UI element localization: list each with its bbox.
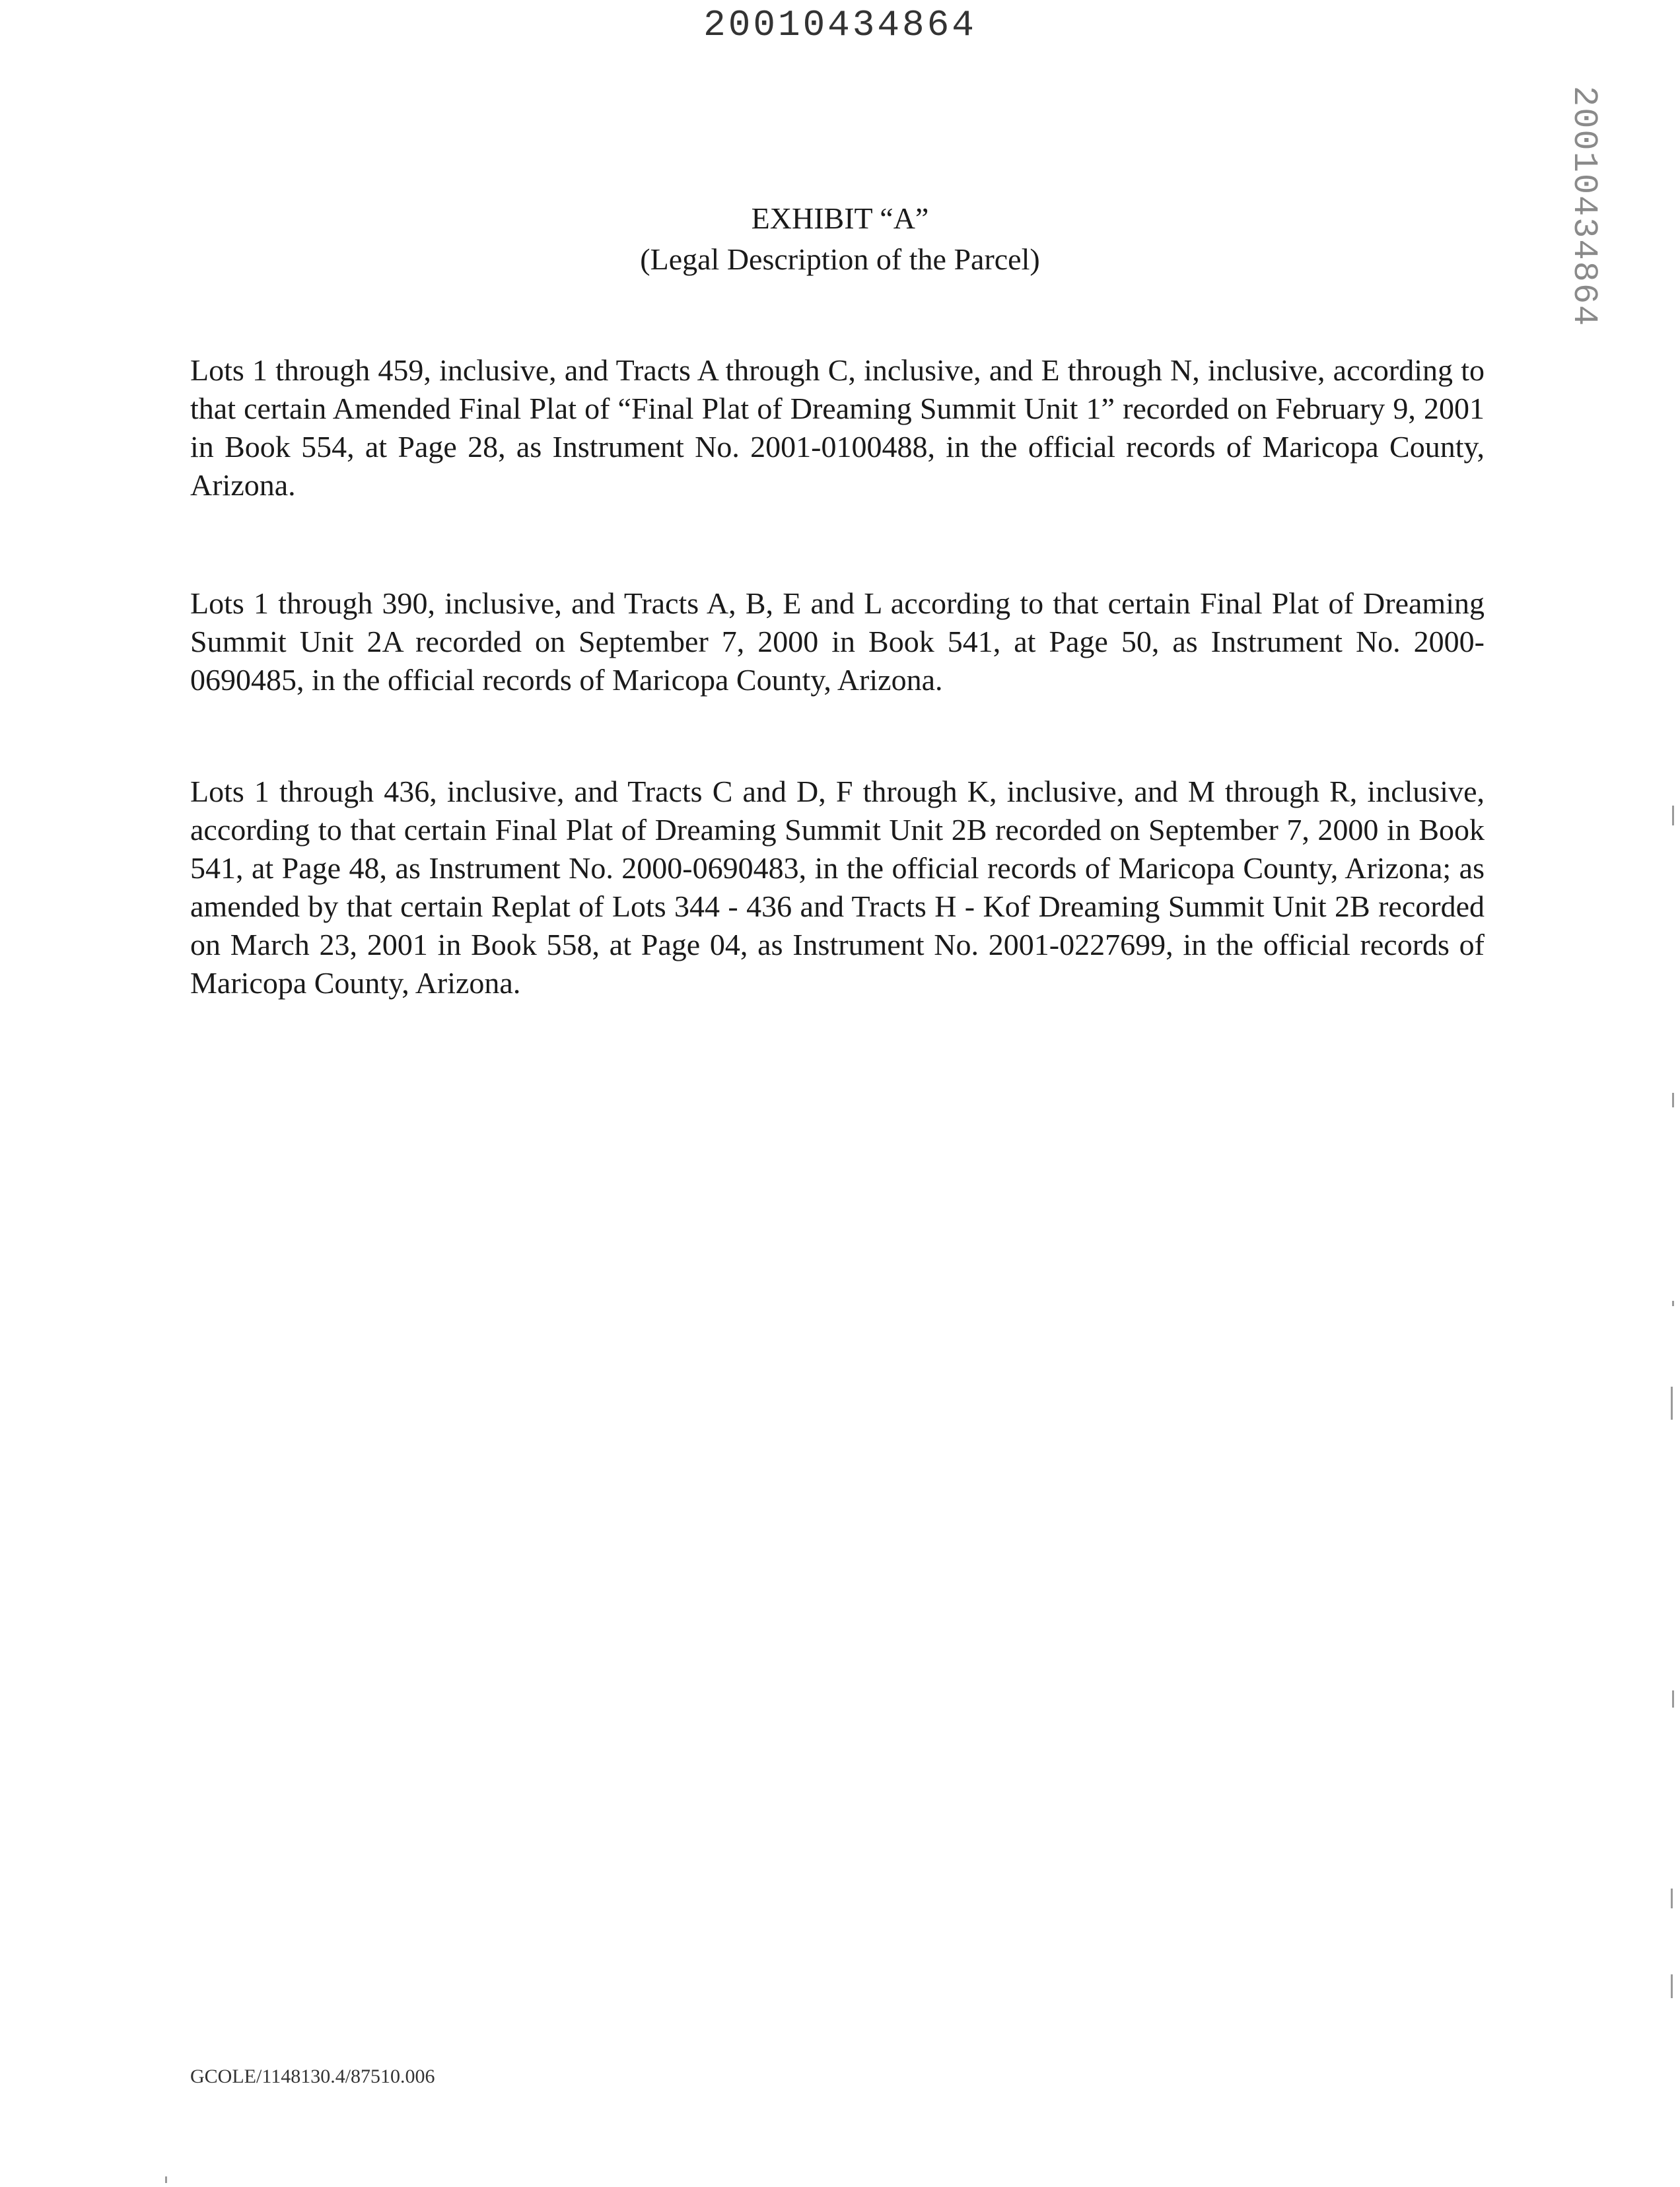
exhibit-title: EXHIBIT “A” [751,201,929,235]
legal-description-paragraph-unit-1: Lots 1 through 459, inclusive, and Tracts A through C, inclusive, and E through N, inclusive, according to that certain Amended Final Plat of “Final Plat of Dreaming Summit Unit 1” recorded on February 9, 2001 in Book 554, at Page 28, as Instrument No. 2001-0100488, in the official records of Maricopa County, Arizona. [190,353,1485,502]
scan-artifact [165,2176,167,2183]
exhibit-heading [0,198,1680,280]
legal-description-paragraph-unit-2a: Lots 1 through 390, inclusive, and Tracts A, B, E and L according to that certain Final Plat of Dreaming Summit Unit 2A recorded on September 7, 2000 in Book 541, at Page 50, as Instrument No. 2000-0690485, in the official records of Maricopa County, Arizona. [190,586,1485,697]
scan-artifact [1671,1974,1673,1998]
side-recording-stamp: 20010434864 [1564,86,1603,328]
scan-artifact [1672,1301,1674,1306]
scan-artifact [1672,806,1674,825]
document-number: 20010434864 [703,4,977,46]
scan-artifact [1672,1093,1674,1107]
exhibit-subtitle: (Legal Description of the Parcel) [640,242,1040,276]
footer-document-reference: GCOLE/1148130.4/87510.006 [190,2066,435,2087]
scan-artifact [1671,1889,1673,1908]
legal-description-paragraph-unit-2b: Lots 1 through 436, inclusive, and Tracts C and D, F through K, inclusive, and M through R, inclusive, according to that certain Final Plat of Dreaming Summit Unit 2B recorded on September 7, 2000 in Book 541, at Page 48, as Instrument No. 2000-0690483, in the official records of Maricopa County, Arizona; as amended by that certain Replat of Lots 344 - 436 and Tracts H - Kof Dreaming Summit Unit 2B recorded on March 23, 2001 in Book 558, at Page 04, as Instrument No. 2001-0227699, in the official records of Maricopa County, Arizona. [190,775,1485,1000]
scan-artifact [1671,1387,1673,1420]
scan-artifact [1672,1690,1674,1708]
